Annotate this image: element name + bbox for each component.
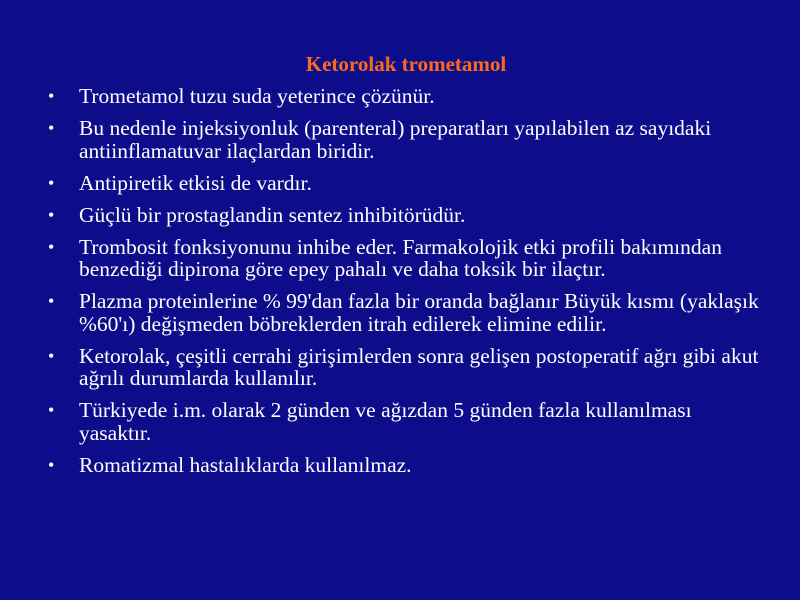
bullet-text: Güçlü bir prostaglandin sentez inhibitörüdür. — [79, 202, 466, 227]
bullet-text: Trombosit fonksiyonunu inhibe eder. Farmakolojik etki profili bakımından benzediği dipirona göre epey pahalı ve daha toksik bir ilaçtır. — [79, 234, 722, 281]
bullet-item — [44, 399, 764, 444]
bullet-item — [44, 117, 764, 162]
bullet-item — [44, 204, 764, 227]
bullet-item — [44, 454, 764, 477]
bullet-item — [44, 236, 764, 281]
bullet-item — [44, 172, 764, 195]
bullet-list — [44, 85, 764, 486]
bullet-text: Türkiyede i.m. olarak 2 günden ve ağızdan 5 günden fazla kullanılması yasaktır. — [79, 398, 692, 445]
bullet-dot-icon: • — [48, 118, 55, 138]
bullet-dot-icon: • — [48, 291, 55, 311]
bullet-item — [44, 290, 764, 335]
bullet-dot-icon: • — [48, 86, 55, 106]
bullet-dot-icon: • — [48, 236, 55, 257]
bullet-dot-icon: • — [48, 400, 55, 420]
bullet-text: Bu nedenle injeksiyonluk (parenteral) preparatları yapılabilen az sayıdaki antiinflamatuvar ilaçlardan biridir. — [79, 116, 712, 163]
bullet-dot-icon: • — [48, 345, 55, 366]
bullet-text: Trometamol tuzu suda yeterince çözünür. — [79, 84, 435, 108]
bullet-text: Antipiretik etkisi de vardır. — [79, 170, 312, 195]
bullet-dot-icon: • — [48, 172, 55, 193]
bullet-text: Romatizmal hastalıklarda kullanılmaz. — [79, 452, 412, 477]
bullet-item — [44, 85, 764, 108]
bullet-dot-icon: • — [48, 204, 55, 225]
bullet-text: Ketorolak, çeşitli cerrahi girişimlerden sonra gelişen postoperatif ağrı gibi akut ağrılı durumlarda kullanılır. — [79, 343, 759, 390]
bullet-item — [44, 345, 764, 390]
slide-title: Ketorolak trometamol — [305, 52, 507, 76]
bullet-text: Plazma proteinlerine % 99'dan fazla bir oranda bağlanır Büyük kısmı (yaklaşık %60'ı) değişmeden böbreklerden itrah edilerek elimine edilir. — [79, 289, 759, 336]
bullet-dot-icon: • — [48, 454, 55, 475]
